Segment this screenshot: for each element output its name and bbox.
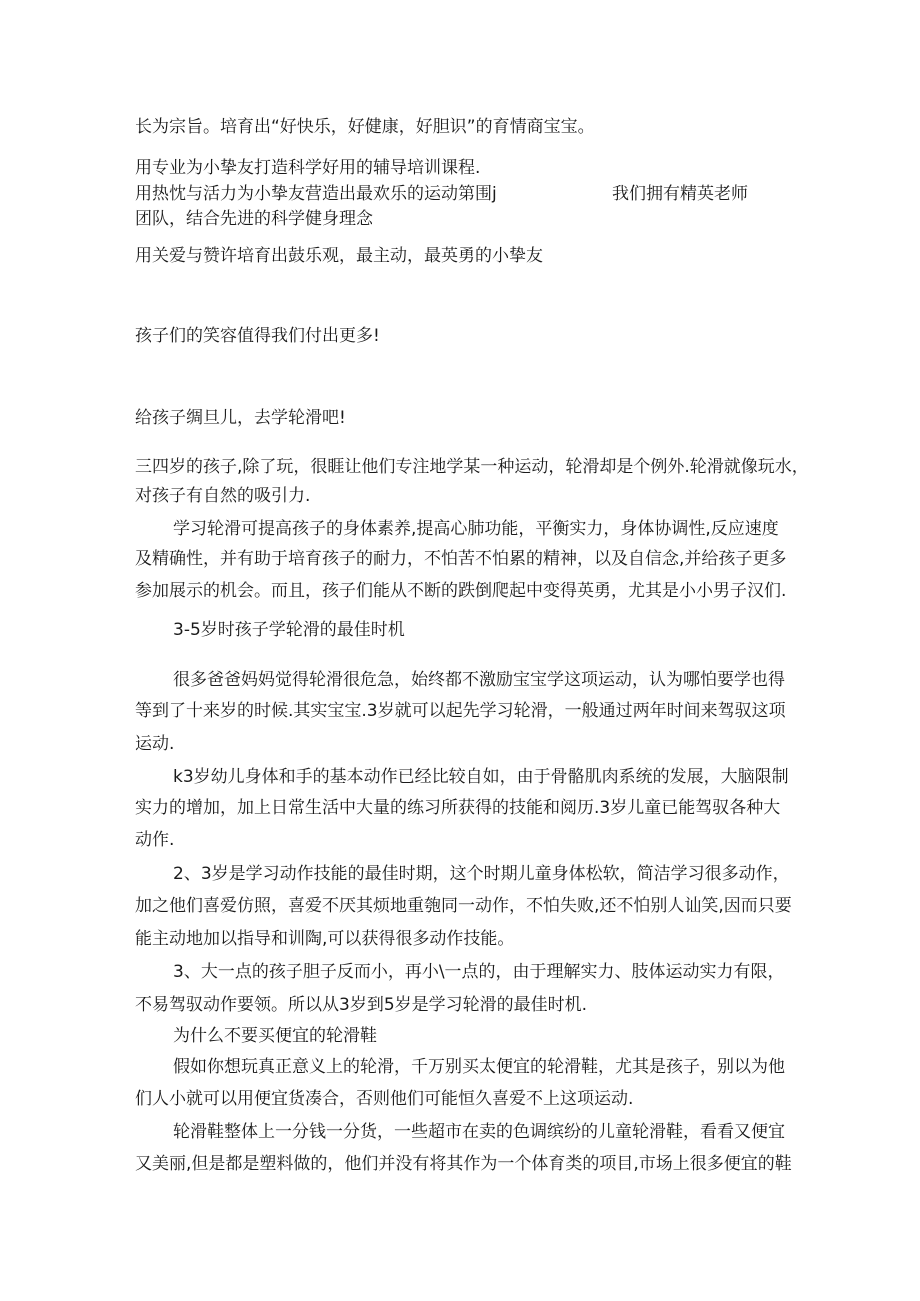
para5-line-3: 能主动地加以指导和训陶,可以获得很多动作技能。 — [135, 929, 515, 949]
para5-line-2: 加之他们喜爱仿照，喜爱不厌其烦地重匏同一动作，不怕失败,还不怕别人讪笑,因而只要 — [135, 896, 792, 916]
para7-line-1: 假如你想玩真正意义上的轮滑，千万别买太便宜的轮滑鞋，尤其是孩子，别以为他 — [173, 1057, 785, 1077]
para5-line-1: 2、3岁是学习动作技能的最佳时期，这个时期儿童身体松软，简洁学习很多动作， — [173, 864, 790, 884]
para2-line-2: 及精确性，并有助于培育孩子的耐力，不怕苦不怕累的精神，以及自信念,并给孩子更多 — [135, 549, 787, 569]
para1-line-2: 对孩子有自然的吸引力. — [135, 486, 311, 506]
slogan: 孩子们的笑容值得我们付出更多! — [135, 326, 380, 346]
subheading-best-age: 3-5岁时孩子学轮滑的最佳时机 — [173, 620, 405, 640]
para3-line-2: 等到了十来岁的时候.其实宝宝.3岁就可以起先学习轮滑，一般通过两年时间来驾驭这项 — [135, 701, 786, 721]
para4-line-2: 实力的增加，加上日常生活中大量的练习所获得的技能和阅历.3岁儿童已能驾驭各种大 — [135, 798, 781, 818]
para8-line-1: 轮滑鞋整体上一分钱一分货，一些超市在卖的色调缤纷的儿童轮滑鞋，看看又便宜 — [173, 1122, 785, 1142]
intro-line-2: 用专业为小挚友打造科学好用的辅导培训课程. — [135, 158, 481, 178]
para1-line-1: 三四岁的孩子,除了玩，很睚让他们专注地学某一种运动，轮滑却是个例外.轮滑就像玩水， — [135, 457, 809, 477]
para4-line-3: 动作. — [135, 830, 175, 850]
intro-line-1: 长为宗旨。培育出“好快乐，好健康，好胆识”的育情商宝宝。 — [135, 117, 595, 137]
intro-line-5: 用关爱与赞许培育出鼓乐观，最主动，最英勇的小挚友 — [135, 246, 543, 266]
para6-line-1: 3、大一点的孩子胆子反而小，再小\一点的，由于理解实力、肢体运动实力有限， — [173, 962, 785, 982]
para6-line-2: 不易驾驭动作要领。所以从3岁到5岁是学习轮滑的最佳时机. — [135, 995, 588, 1015]
intro-line-4: 团队，结合先进的科学健身理念 — [135, 209, 373, 229]
para8-line-2: 又美丽,但是都是塑料做的，他们并没有将其作为一个体育类的项目,市场上很多便宜的鞋 — [135, 1154, 792, 1174]
para2-line-3: 参加展示的机会。而且，孩子们能从不断的跌倒爬起中变得英勇，尤其是小小男子汉们. — [135, 581, 787, 601]
section-heading: 给孩子绸旦儿，去学轮滑吧! — [135, 408, 346, 428]
intro-line-3-right: 我们拥有精英老师 — [612, 184, 748, 204]
intro-line-3-left: 用热忱与活力为小挚友营造出最欢乐的运动第围j — [135, 184, 497, 204]
subheading-cheap-skates: 为什么不要买便宜的轮滑鞋 — [173, 1026, 377, 1046]
para3-line-3: 运动. — [135, 734, 175, 754]
para3-line-1: 很多爸爸妈妈觉得轮滑很危急，始终都不激励宝宝学这项运动，认为哪怕要学也得 — [173, 670, 785, 690]
para4-line-1: k3岁幼儿身体和手的基本动作已经比较自如，由于骨骼肌肉系统的发展，大脑限制 — [173, 767, 789, 787]
para2-line-1: 学习轮滑可提高孩子的身体素养,提高心肺功能，平衡实力，身体协调性,反应速度 — [173, 519, 779, 539]
para7-line-2: 们人小就可以用便宜货凑合，否则他们可能恒久喜爱不上这项运动. — [135, 1089, 634, 1109]
